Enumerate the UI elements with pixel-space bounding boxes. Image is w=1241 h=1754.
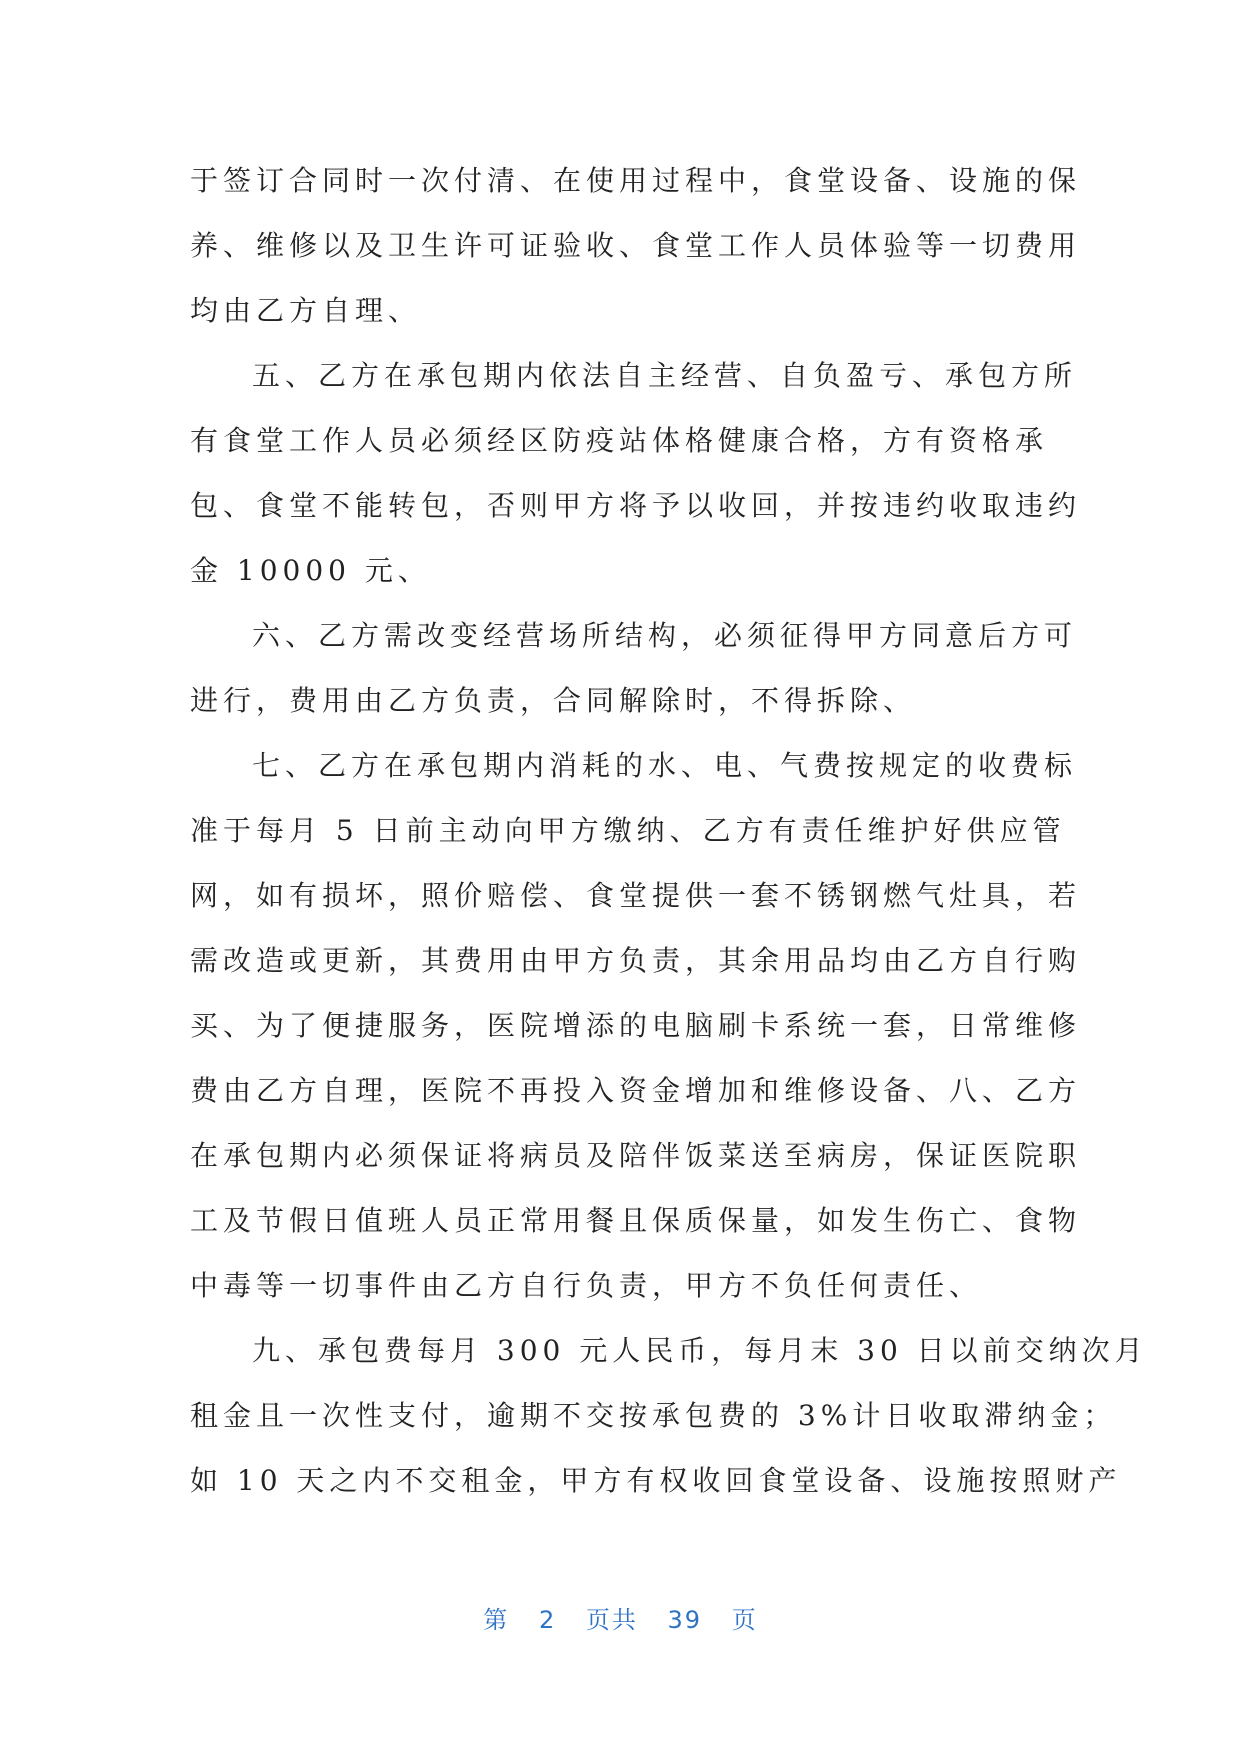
text-line: 五、乙方在承包期内依法自主经营、自负盈亏、承包方所	[252, 359, 1078, 392]
document-body	[190, 148, 1148, 1513]
text-line: 六、乙方需改变经营场所结构，必须征得甲方同意后方可	[252, 619, 1078, 652]
text-line: 养、维修以及卫生许可证验收、食堂工作人员体验等一切费用	[190, 229, 1082, 262]
text-line: 有食堂工作人员必须经区防疫站体格健康合格，方有资格承	[190, 424, 1049, 457]
text-line: 需改造或更新，其费用由甲方负责，其余用品均由乙方自行购	[190, 944, 1082, 977]
text-line: 于签订合同时一次付清、在使用过程中，食堂设备、设施的保	[190, 164, 1082, 197]
text-line: 七、乙方在承包期内消耗的水、电、气费按规定的收费标	[252, 749, 1078, 782]
text-line: 中毒等一切事件由乙方自行负责，甲方不负任何责任、	[190, 1269, 983, 1302]
text-line: 如 10 天之内不交租金，甲方有权收回食堂设备、设施按照财产	[190, 1464, 1122, 1497]
text-line: 买、为了便捷服务，医院增添的电脑刷卡系统一套，日常维修	[190, 1009, 1082, 1042]
footer-prefix: 第	[483, 1606, 510, 1634]
text-line: 工及节假日值班人员正常用餐且保质保量，如发生伤亡、食物	[190, 1204, 1082, 1237]
page-footer	[0, 1600, 1241, 1635]
text-line: 均由乙方自理、	[190, 294, 422, 327]
footer-suffix: 页	[731, 1606, 758, 1634]
text-line: 包、食堂不能转包，否则甲方将予以收回，并按违约收取违约	[190, 489, 1082, 522]
text-line: 九、承包费每月 300 元人民币，每月末 30 日以前交纳次月	[252, 1334, 1148, 1367]
text-line: 租金且一次性支付，逾期不交按承包费的 3%计日收取滞纳金；	[190, 1399, 1117, 1432]
total-pages-number: 39	[667, 1606, 703, 1634]
text-line: 费由乙方自理，医院不再投入资金增加和维修设备、八、乙方	[190, 1074, 1082, 1107]
text-line: 金 10000 元、	[190, 554, 431, 587]
text-line: 在承包期内必须保证将病员及陪伴饭菜送至病房，保证医院职	[190, 1139, 1082, 1172]
footer-middle: 页共	[585, 1606, 638, 1634]
text-line: 准于每月 5 日前主动向甲方缴纳、乙方有责任维护好供应管	[190, 814, 1066, 847]
text-line: 网，如有损坏，照价赔偿、食堂提供一套不锈钢燃气灶具，若	[190, 879, 1082, 912]
current-page-number: 2	[538, 1606, 557, 1634]
text-line: 进行，费用由乙方负责，合同解除时，不得拆除、	[190, 684, 917, 717]
